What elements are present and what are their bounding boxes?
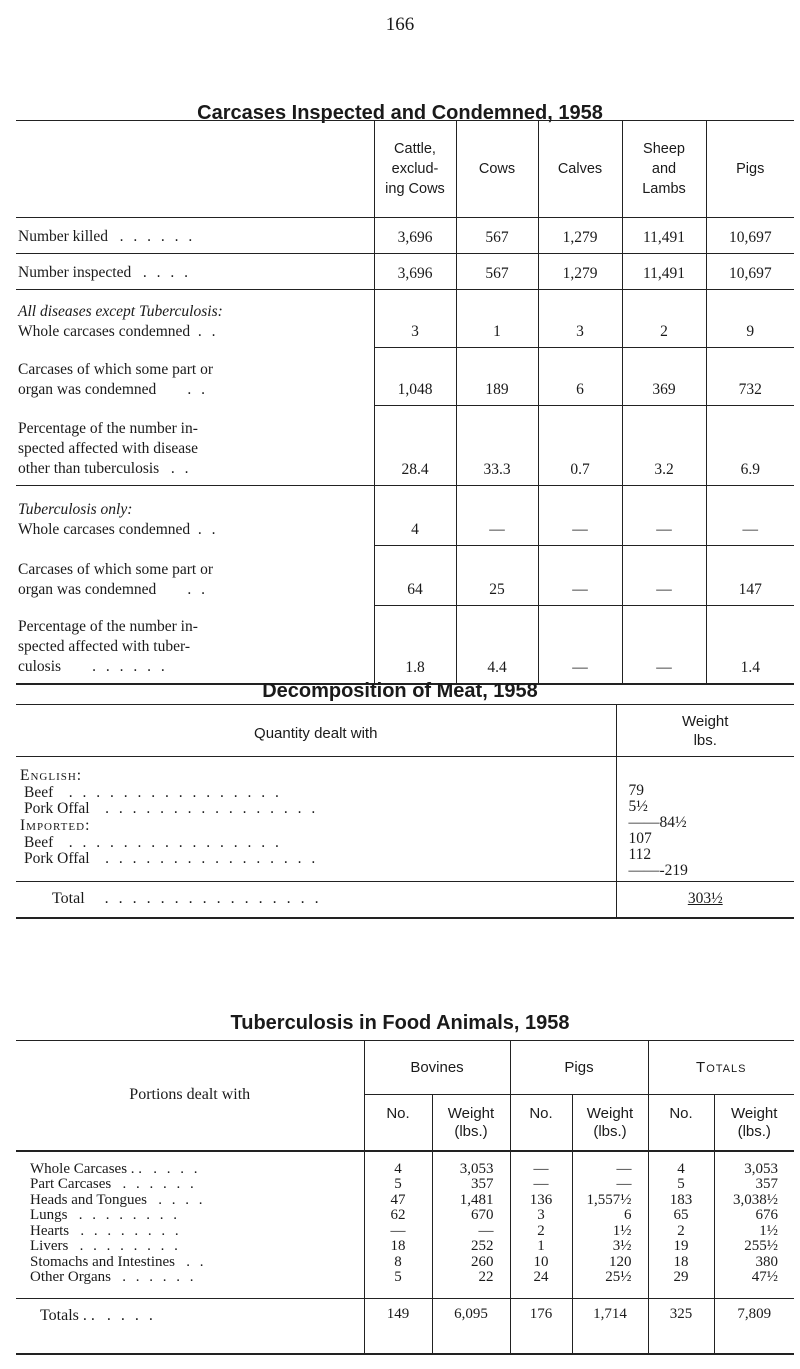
list-item: Beef . . . . . . . . . . . . . . . .	[24, 834, 282, 851]
table-row: Lungs . . . . . . . . 62 670 3 6 65 676	[16, 1208, 794, 1224]
decomposition-table-title: Decomposition of Meat, 1958	[262, 680, 538, 702]
list-item: Pork Offal . . . . . . . . . . . . . . . .	[24, 800, 319, 817]
table-row: Percentage of the number in- spected affected with tuber- culosis . . . . . . 1.8 4.4 — — 1.4	[16, 606, 794, 684]
tuberculosis-table	[16, 1040, 794, 1355]
table-row: Number killed . . . . . . 3,696 567 1,279 11,491 10,697	[16, 218, 794, 254]
table-row: Number inspected . . . . 3,696 567 1,279 11,491 10,697	[16, 254, 794, 290]
table-row: Stomachs and Intestines . . 8 260 10 120 18 380	[16, 1255, 794, 1271]
section-title: Tuberculosis only:	[18, 500, 133, 518]
decomposition-body: English: Beef . . . . . . . . . . . . . . . . Pork Offal . . . . . . . . . . . . . . . . Imported: Beef . . . . . . . . . . . . . . . . Pork Offal . . . . . . . . . . . . . . . . 79 5½ ——84½ 107 112 ——-219	[16, 757, 794, 882]
group-totals: Totals	[648, 1041, 794, 1095]
col-sheep: Sheep and Lambs	[622, 121, 706, 218]
col-weight: Weight lbs.	[616, 705, 794, 757]
decomposition-header-row	[16, 705, 794, 757]
table-row: Percentage of the number in- spected affected with disease other than tuberculosis . . 28.4 33.3 0.7 3.2 6.9	[16, 406, 794, 486]
imported-label: Imported:	[20, 817, 91, 834]
table-row: Total . . . . . . . . . . . . . . . . 303½	[16, 882, 794, 918]
carcases-table-title: Carcases Inspected and Condemned, 1958	[197, 102, 603, 124]
group-bovines: Bovines	[364, 1041, 510, 1095]
table-row: Carcases of which some part or organ was condemned . . 1,048 189 6 369 732	[16, 348, 794, 406]
tb-header-sub: No. Weight (lbs.) No. Weight (lbs.) No. Weight (lbs.)	[16, 1095, 794, 1151]
tb-header-groups	[16, 1041, 794, 1095]
col-quantity: Quantity dealt with	[254, 725, 378, 742]
col-cattle: Cattle, exclud- ing Cows	[374, 121, 456, 218]
table-row: Hearts . . . . . . . . — — 2 1½ 2 1½	[16, 1224, 794, 1240]
list-item: Beef . . . . . . . . . . . . . . . .	[24, 784, 282, 801]
table-row: Heads and Tongues . . . . 47 1,481 136 1,557½ 183 3,038½	[16, 1193, 794, 1209]
tuberculosis-table-title: Tuberculosis in Food Animals, 1958	[230, 1012, 570, 1034]
table-row: Other Organs . . . . . . 5 22 24 25½ 29 47½	[16, 1270, 794, 1298]
table-row: All diseases except Tuberculosis: Whole carcases condemned . . 3 1 3 2 9	[16, 290, 794, 348]
english-label: English:	[20, 767, 83, 784]
decomposition-table	[16, 704, 794, 919]
table-row: Carcases of which some part or organ was condemned . . 64 25 — — 147	[16, 546, 794, 606]
group-pigs: Pigs	[510, 1041, 648, 1095]
page-number: 166	[385, 14, 415, 35]
col-portions: Portions dealt with	[129, 1086, 251, 1104]
table-row: Part Carcases . . . . . . 5 357 — — 5 357	[16, 1177, 794, 1193]
carcases-table	[16, 120, 794, 685]
section-title: All diseases except Tuberculosis:	[18, 302, 223, 320]
col-cows: Cows	[456, 121, 538, 218]
list-item: Pork Offal . . . . . . . . . . . . . . . .	[24, 850, 319, 867]
table-row: Whole Carcases . . . . . . 4 3,053 — — 4 3,053	[16, 1151, 794, 1178]
col-pigs: Pigs	[706, 121, 794, 218]
carcases-header-row	[16, 121, 794, 218]
totals-row: Totals . . . . . . 149 6,095 176 1,714 325 7,809	[16, 1298, 794, 1354]
table-row: Livers . . . . . . . . 18 252 1 3½ 19 255½	[16, 1239, 794, 1255]
table-row: Tuberculosis only: Whole carcases condemned . . 4 — — — —	[16, 486, 794, 546]
col-calves: Calves	[538, 121, 622, 218]
